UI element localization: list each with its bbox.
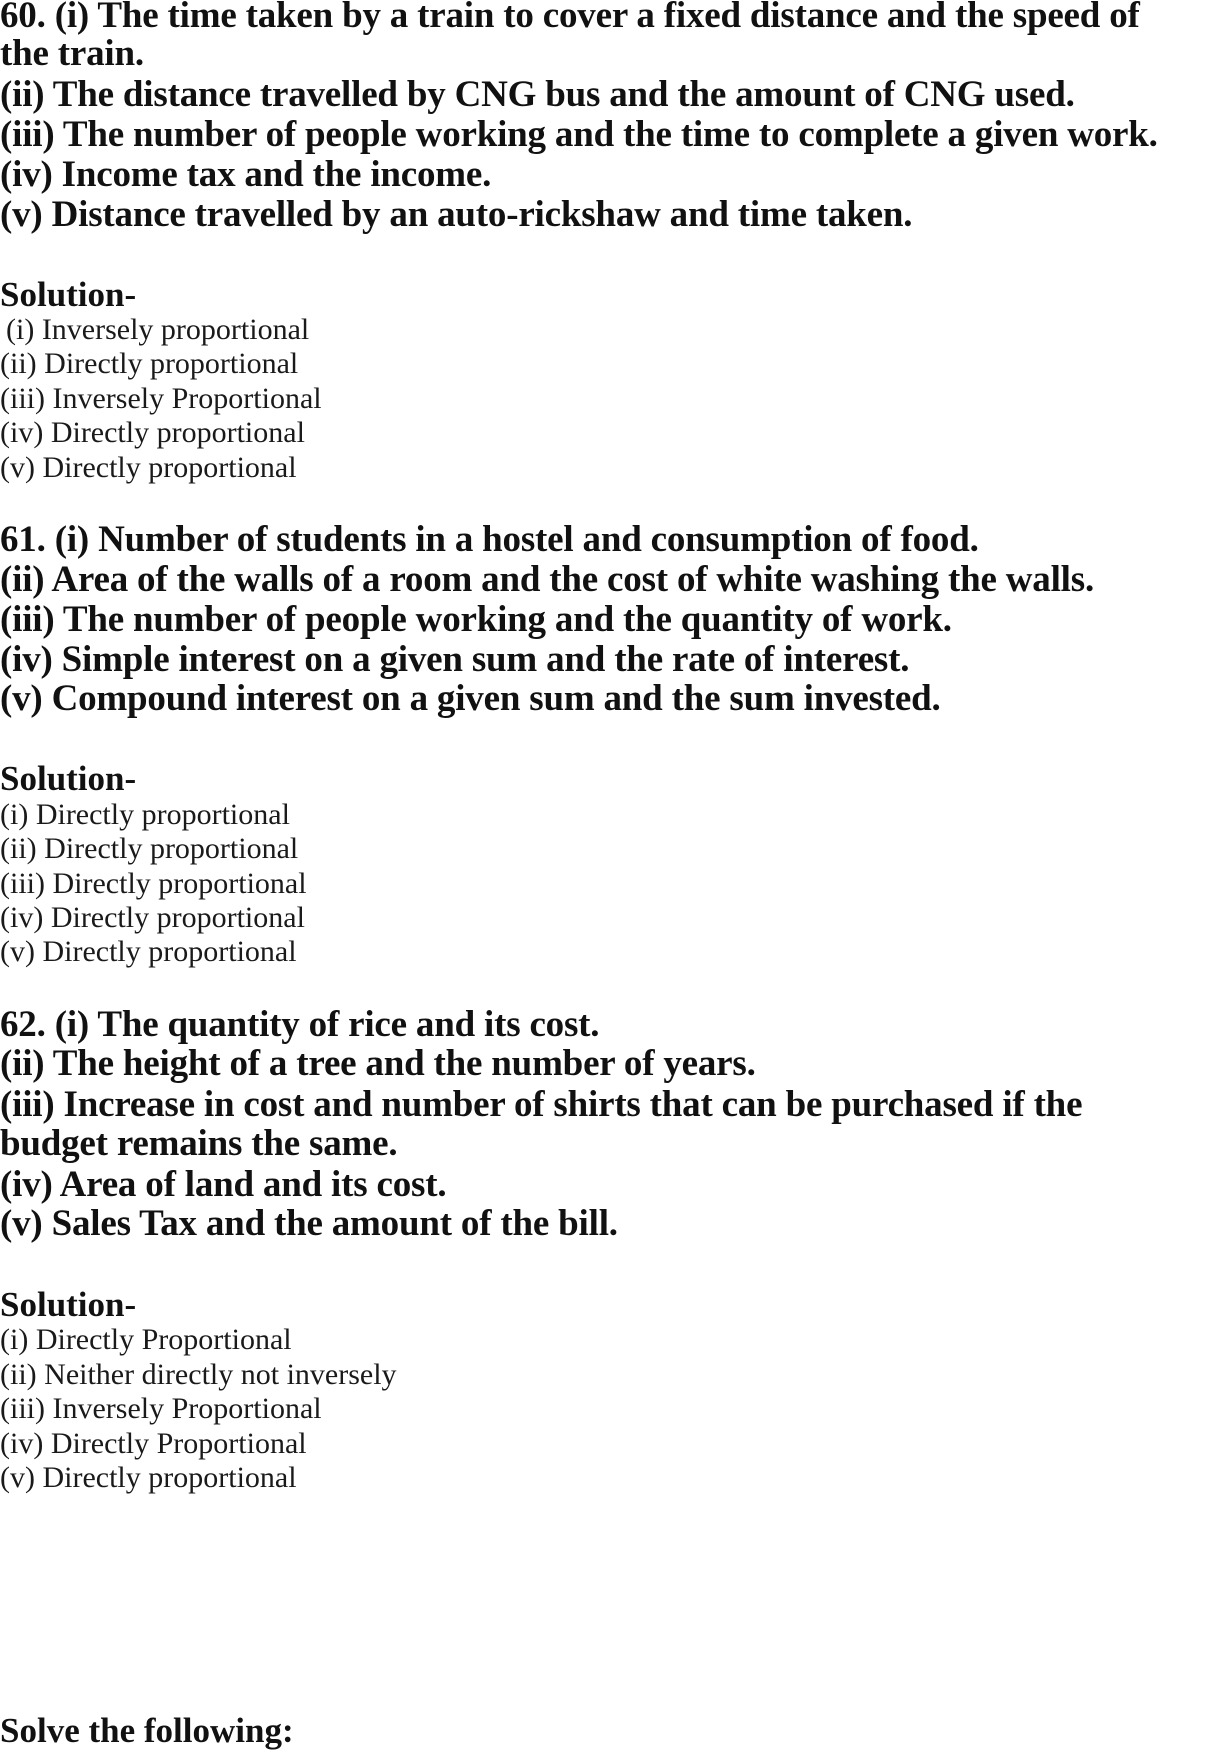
question-line: 60. (i) The time taken by a train to cover a fixed distance and the speed of — [0, 0, 1140, 36]
answer-line: (v) Directly proportional — [0, 935, 297, 968]
answer-line: (ii) Neither directly not inversely — [0, 1358, 397, 1391]
question-line: (iv) Area of land and its cost. — [0, 1164, 447, 1205]
answer-line: (iv) Directly proportional — [0, 901, 305, 934]
question-line: (ii) The distance travelled by CNG bus and the amount of CNG used. — [0, 74, 1075, 115]
answer-line: (iv) Directly Proportional — [0, 1427, 307, 1460]
question-line: (iv) Simple interest on a given sum and the rate of interest. — [0, 639, 910, 680]
question-line: (v) Distance travelled by an auto-rickshaw and time taken. — [0, 194, 913, 235]
question-line: (iii) The number of people working and the time to complete a given work. — [0, 114, 1158, 155]
answer-line: (v) Directly proportional — [0, 1461, 297, 1494]
question-line: (ii) Area of the walls of a room and the cost of white washing the walls. — [0, 559, 1094, 600]
solution-heading: Solution- — [0, 275, 137, 314]
question-line: (ii) The height of a tree and the number of years. — [0, 1043, 756, 1084]
question-line: 62. (i) The quantity of rice and its cost. — [0, 1004, 600, 1045]
question-line: (iii) Increase in cost and number of shirts that can be purchased if the — [0, 1084, 1083, 1125]
question-line: budget remains the same. — [0, 1123, 398, 1164]
answer-line: (iv) Directly proportional — [0, 416, 305, 449]
question-line: (iii) The number of people working and the quantity of work. — [0, 599, 952, 640]
answer-line: (v) Directly proportional — [0, 451, 297, 484]
question-line: (v) Sales Tax and the amount of the bill. — [0, 1203, 618, 1244]
answer-line: (ii) Directly proportional — [0, 347, 299, 380]
answer-line: (i) Inversely proportional — [6, 313, 310, 346]
solution-heading: Solution- — [0, 1285, 137, 1324]
answer-line: (i) Directly proportional — [0, 798, 290, 831]
answer-line: (iii) Directly proportional — [0, 867, 307, 900]
answer-line: (iii) Inversely Proportional — [0, 382, 322, 415]
question-line: the train. — [0, 33, 144, 74]
section-heading: Solve the following: — [0, 1711, 294, 1750]
answer-line: (i) Directly Proportional — [0, 1323, 292, 1356]
answer-line: (ii) Directly proportional — [0, 832, 299, 865]
question-line: 61. (i) Number of students in a hostel and consumption of food. — [0, 519, 979, 560]
question-line: (iv) Income tax and the income. — [0, 154, 492, 195]
solution-heading: Solution- — [0, 759, 137, 798]
question-line: (v) Compound interest on a given sum and the sum invested. — [0, 678, 941, 719]
answer-line: (iii) Inversely Proportional — [0, 1392, 322, 1425]
